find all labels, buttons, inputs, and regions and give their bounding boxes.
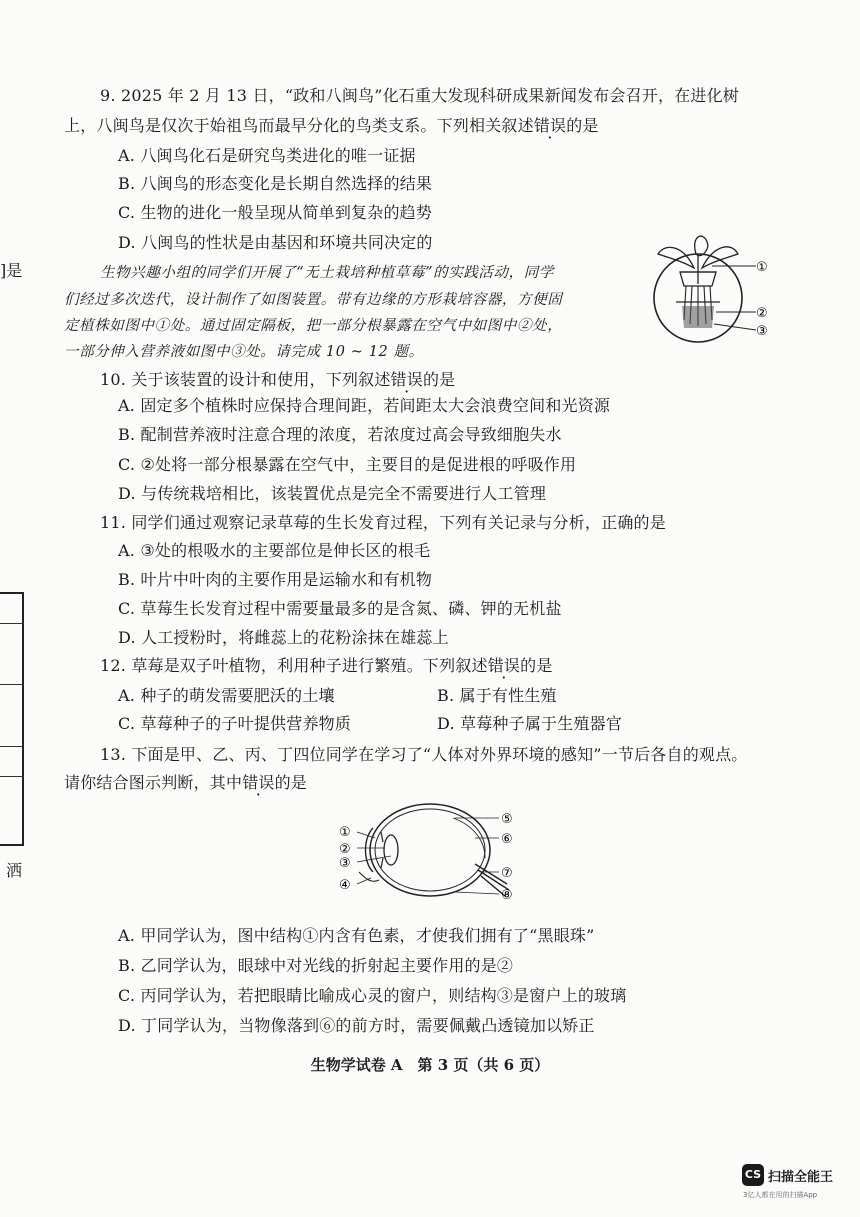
scanner-logo-icon: CS — [742, 1164, 764, 1186]
q11-option-a: A. ③处的根吸水的主要部位是伸长区的根毛 — [118, 541, 431, 560]
q10-emphasis: 错误 — [390, 370, 423, 389]
q10-option-a: A. 固定多个植株时应保持合理间距，若间距太大会浪费空间和光资源 — [118, 396, 611, 415]
q9-option-b: B. 八闽鸟的形态变化是长期自然选择的结果 — [118, 174, 433, 193]
q10-stem-text: 10. 关于该装置的设计和使用，下列叙述 — [100, 370, 391, 389]
q13-option-c: C. 丙同学认为，若把眼睛比喻成心灵的窗户，则结构③是窗户上的玻璃 — [118, 986, 627, 1005]
margin-divider — [0, 623, 24, 624]
q10-option-c: C. ②处将一部分根暴露在空气中，主要目的是促进根的呼吸作用 — [118, 455, 577, 474]
eye-label-6: ⑥ — [501, 832, 513, 847]
q13-stem-line2 — [64, 773, 307, 793]
q9-option-c: C. 生物的进化一般呈现从简单到复杂的趋势 — [118, 203, 433, 222]
intro-line-3: 定植株如图中①处。通过固定隔板，把一部分根暴露在空气中如图中②处， — [64, 318, 563, 334]
q12-stem — [100, 656, 553, 676]
q12-option-d: D. 草莓种子属于生殖器官 — [437, 714, 623, 733]
q10-stem-tail: 的是 — [422, 370, 456, 389]
q13-option-a: A. 甲同学认为，图中结构①内含有色素，才使我们拥有了“黑眼珠” — [118, 926, 595, 945]
q12-stem-tail: 的是 — [520, 656, 553, 675]
scanner-app-name: 扫描全能王 — [768, 1170, 834, 1185]
intro-line-4: 一部分伸入营养液如图中③处。请完成 10 ~ 12 题。 — [64, 344, 424, 360]
intro-line-1: 生物兴趣小组的同学们开展了“无土栽培种植草莓”的实践活动，同学 — [100, 265, 554, 281]
eyeball-diagram — [335, 798, 525, 906]
eye-label-5: ⑤ — [501, 812, 513, 827]
q13-emphasis: 错误 — [242, 773, 275, 792]
scanner-tagline: 3亿人都在用的扫描App — [743, 1191, 818, 1199]
q12-option-b: B. 属于有性生殖 — [437, 686, 557, 705]
q9-emphasis: 错误 — [533, 116, 567, 135]
margin-bracket — [0, 592, 24, 846]
eye-label-7: ⑦ — [501, 866, 513, 881]
device-label-1: ① — [756, 260, 768, 275]
q11-option-b: B. 叶片中叶肉的主要作用是运输水和有机物 — [118, 570, 433, 589]
q12-stem-text: 12. 草莓是双子叶植物，利用种子进行繁殖。下列叙述 — [100, 656, 488, 675]
q9-stem-tail: 的是 — [566, 116, 599, 135]
q11-stem: 11. 同学们通过观察记录草莓的生长发育过程，下列有关记录与分析，正确的是 — [100, 513, 666, 532]
eye-label-2: ② — [339, 842, 351, 857]
q9-option-a: A. 八闽鸟化石是研究鸟类进化的唯一证据 — [118, 146, 416, 165]
eye-label-4: ④ — [339, 878, 351, 893]
q9-option-d: D. 八闽鸟的性状是由基因和环境共同决定的 — [118, 233, 433, 252]
eye-label-3: ③ — [339, 856, 351, 871]
intro-line-2: 们经过多次迭代，设计制作了如图装置。带有边缘的方形栽培容器，方便固 — [64, 292, 563, 308]
q9-stem-line2 — [64, 116, 599, 136]
q13-stem-tail: 的是 — [274, 773, 308, 792]
q10-option-d: D. 与传统栽培相比，该装置优点是完全不需要进行人工管理 — [118, 484, 547, 503]
q12-option-a: A. 种子的萌发需要肥沃的土壤 — [118, 686, 335, 705]
eye-label-8: ⑧ — [501, 888, 513, 903]
margin-divider — [0, 746, 24, 747]
q12-emphasis: 错误 — [487, 656, 521, 675]
q9-stem-line1: 9. 2025 年 2 月 13 日，“政和八闽鸟”化石重大发现科研成果新闻发布会召开，在进化树 — [100, 86, 739, 105]
margin-divider — [0, 776, 24, 777]
q11-option-d: D. 人工授粉时，将雌蕊上的花粉涂抹在雄蕊上 — [118, 628, 449, 647]
q9-stem-text: 上，八闽鸟是仅次于始祖鸟而最早分化的鸟类支系。下列相关叙述 — [64, 116, 534, 135]
q13-option-b: B. 乙同学认为，眼球中对光线的折射起主要作用的是② — [118, 956, 514, 975]
q11-option-c: C. 草莓生长发育过程中需要量最多的是含氮、磷、钾的无机盐 — [118, 599, 562, 618]
page-footer: 生物学试卷 A 第 3 页（共 6 页） — [310, 1056, 550, 1074]
q10-option-b: B. 配制营养液时注意合理的浓度，若浓度过高会导致细胞失水 — [118, 425, 562, 444]
q13-stem-line1: 13. 下面是甲、乙、丙、丁四位同学在学习了“人体对外界环境的感知”一节后各自的观点。 — [100, 745, 748, 764]
eye-label-1: ① — [339, 825, 351, 840]
margin-divider — [0, 684, 24, 685]
device-label-3: ③ — [756, 324, 768, 339]
hydroponic-device-figure — [650, 228, 790, 353]
q10-stem — [100, 370, 455, 390]
q13-option-d: D. 丁同学认为，当物像落到⑥的前方时，需要佩戴凸透镜加以矫正 — [118, 1016, 595, 1035]
margin-mark-bottom: 洒 — [6, 861, 23, 880]
margin-mark-top: ]是 — [0, 261, 23, 280]
q13-stem-text: 请你结合图示判断，其中 — [64, 773, 243, 792]
q12-option-c: C. 草莓种子的子叶提供营养物质 — [118, 714, 352, 733]
device-label-2: ② — [756, 306, 768, 321]
